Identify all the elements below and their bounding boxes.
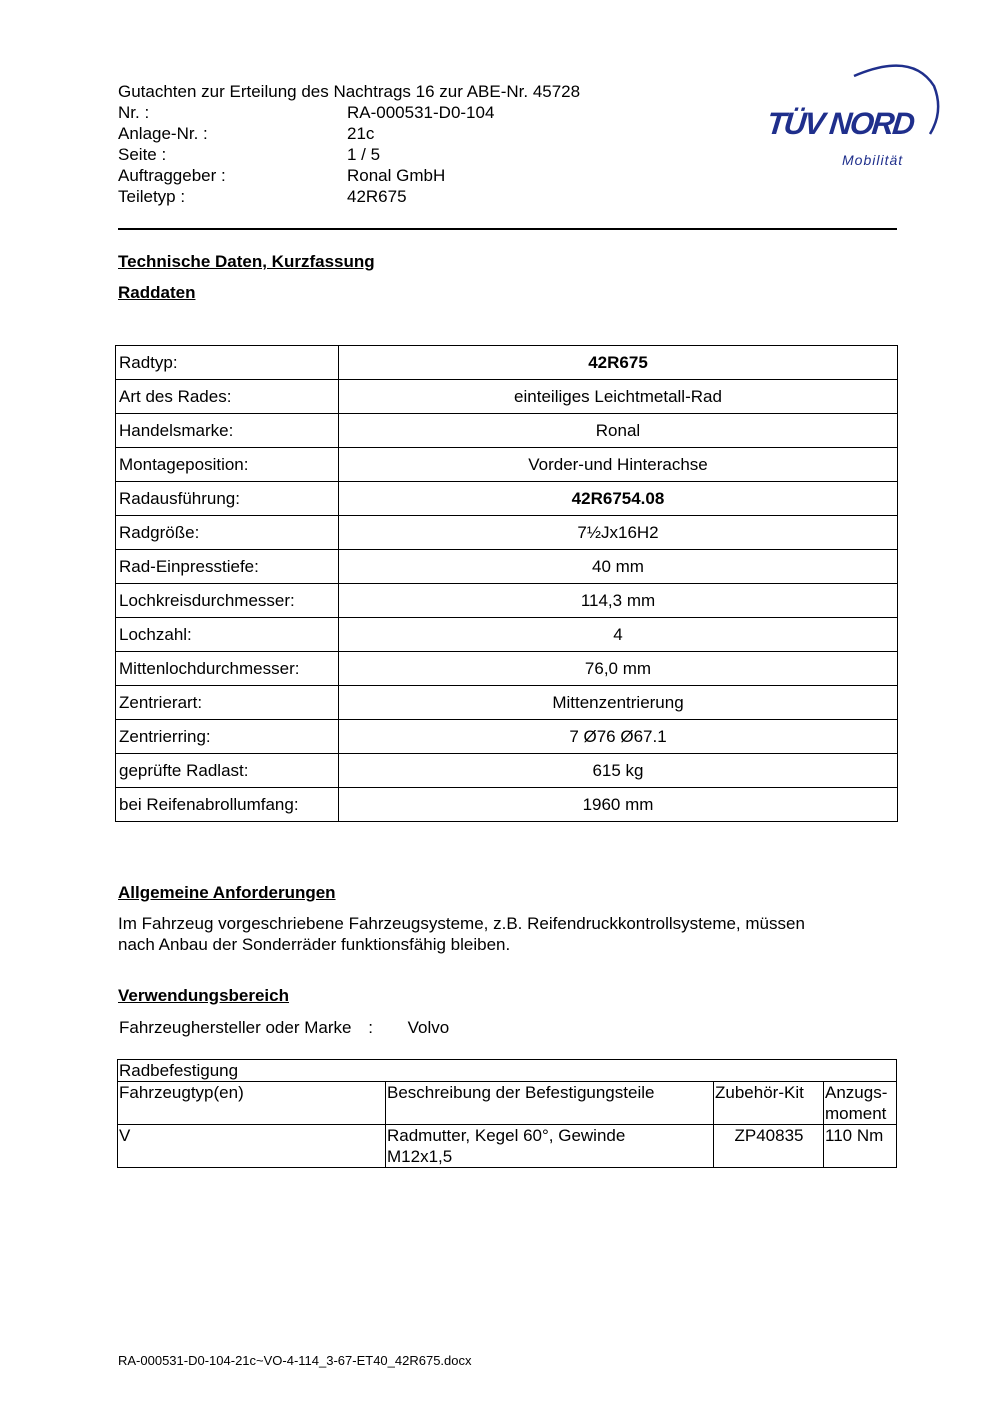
header-divider [118,228,897,230]
cell-fahrzeugtyp: V [118,1125,386,1168]
header-row-anlage: Anlage-Nr. : 21c [118,124,375,143]
cell-beschreibung: Radmutter, Kegel 60°, Gewinde M12x1,5 [386,1125,714,1168]
header-row-seite: Seite : 1 / 5 [118,145,381,164]
logo-sub: Mobilität [842,152,904,168]
allgemein-text: Im Fahrzeug vorgeschriebene Fahrzeugsysteme, z.B. Reifendruckkontrollsysteme, müssen nach Anbau der Sonderräder funktionsfähig bleiben. [118,914,805,954]
header-fahrzeugtyp: Fahrzeugtyp(en) [118,1082,386,1125]
header-anzugsmoment: Anzugs- moment [824,1082,897,1125]
raddaten-label: Radtyp: [116,346,339,380]
befestigung-table [117,1059,897,1168]
raddaten-label: Radgröße: [116,516,339,550]
verwendung-title: Verwendungsbereich [118,986,289,1005]
header-row-teiletyp: Teiletyp : 42R675 [118,187,407,206]
section-title: Technische Daten, Kurzfassung [118,252,375,271]
befestigung-data-row [118,1125,897,1168]
marke-line [119,1018,449,1038]
document-header [118,81,580,207]
raddaten-row [116,652,898,686]
raddaten-row [116,482,898,516]
header-row-nr: Nr. : RA-000531-D0-104 [118,103,495,122]
raddaten-value: 114,3 mm [339,584,898,618]
logo-brand: TÜV NORD [765,106,915,141]
raddaten-value: einteiliges Leichtmetall-Rad [339,380,898,414]
marke-separator: : [368,1018,373,1037]
raddaten-row [116,618,898,652]
befestigung-caption-row [118,1060,897,1082]
header-row-auftraggeber: Auftraggeber : Ronal GmbH [118,166,446,185]
raddaten-row [116,754,898,788]
raddaten-value: 4 [339,618,898,652]
cell-anzugsmoment: 110 Nm [824,1125,897,1168]
raddaten-label: Montageposition: [116,448,339,482]
raddaten-row [116,346,898,380]
befestigung-caption: Radbefestigung [118,1060,897,1082]
raddaten-row [116,448,898,482]
raddaten-value: 615 kg [339,754,898,788]
header-zubehoer: Zubehör-Kit [714,1082,824,1125]
allgemein-title: Allgemeine Anforderungen [118,883,336,902]
raddaten-value: 42R675 [339,346,898,380]
footer-filename: RA-000531-D0-104-21c~VO-4-114_3-67-ET40_42R675.docx [118,1353,472,1368]
tuev-nord-logo [762,56,942,176]
raddaten-label: Zentrierart: [116,686,339,720]
raddaten-value: Vorder-und Hinterachse [339,448,898,482]
raddaten-label: Radausführung: [116,482,339,516]
raddaten-row [116,380,898,414]
raddaten-label: Handelsmarke: [116,414,339,448]
raddaten-label: Rad-Einpresstiefe: [116,550,339,584]
raddaten-row [116,686,898,720]
raddaten-row [116,720,898,754]
raddaten-value: 42R6754.08 [339,482,898,516]
cell-zubehoer: ZP40835 [714,1125,824,1168]
raddaten-row [116,516,898,550]
marke-value: Volvo [407,1018,450,1037]
raddaten-row [116,414,898,448]
raddaten-value: Mittenzentrierung [339,686,898,720]
raddaten-label: Zentrierring: [116,720,339,754]
header-beschreibung: Beschreibung der Befestigungsteile [386,1082,714,1125]
raddaten-label: bei Reifenabrollumfang: [116,788,339,822]
raddaten-label: geprüfte Radlast: [116,754,339,788]
raddaten-row [116,788,898,822]
raddaten-label: Lochzahl: [116,618,339,652]
raddaten-row [116,550,898,584]
raddaten-label: Mittenlochdurchmesser: [116,652,339,686]
marke-label: Fahrzeughersteller oder Marke [119,1018,352,1037]
raddaten-value: 76,0 mm [339,652,898,686]
raddaten-row [116,584,898,618]
raddaten-value: Ronal [339,414,898,448]
raddaten-value: 7 Ø76 Ø67.1 [339,720,898,754]
raddaten-value: 40 mm [339,550,898,584]
section-subtitle: Raddaten [118,283,196,302]
raddaten-label: Lochkreisdurchmesser: [116,584,339,618]
document-title: Gutachten zur Erteilung des Nachtrags 16 zur ABE-Nr. 45728 [118,82,581,101]
raddaten-value: 7½Jx16H2 [339,516,898,550]
raddaten-table [115,345,898,822]
raddaten-value: 1960 mm [339,788,898,822]
raddaten-label: Art des Rades: [116,380,339,414]
befestigung-header-row [118,1082,897,1125]
